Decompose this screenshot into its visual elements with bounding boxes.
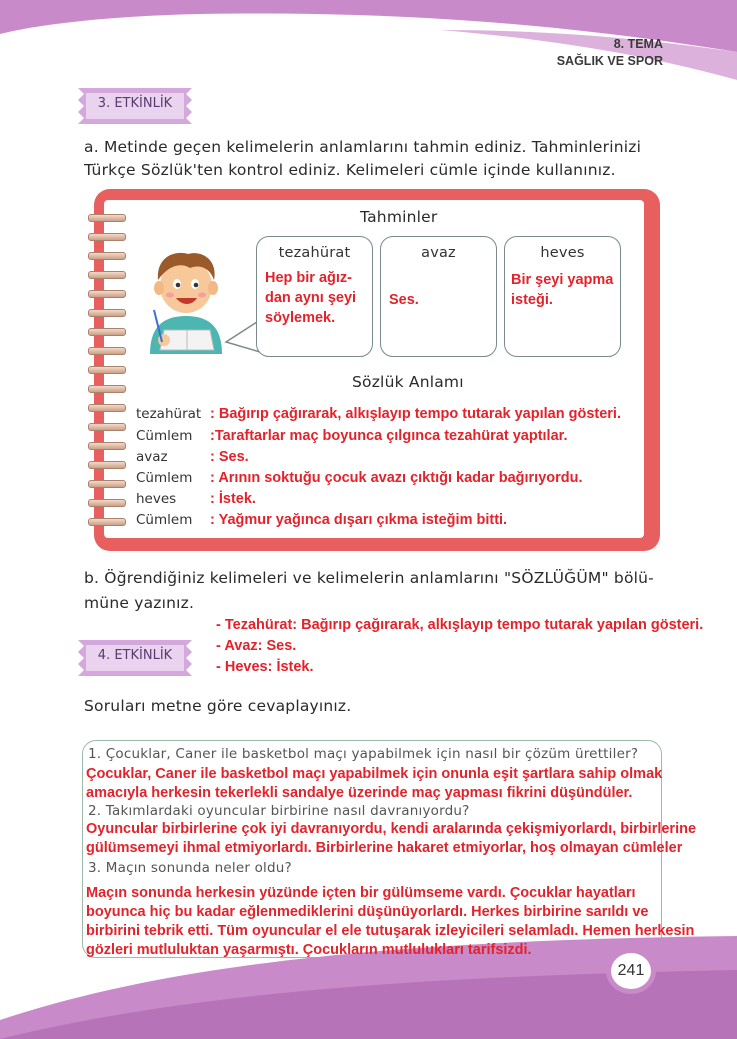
dict-term: heves (136, 491, 177, 507)
dictionary-row (136, 510, 507, 530)
guess-box-tezahurat (256, 236, 373, 357)
page-number: 241 (606, 948, 656, 994)
ring (88, 499, 126, 507)
answer-b-line: - Heves: İstek. (216, 659, 314, 675)
theme-name: SAĞLIK VE SPOR (556, 54, 663, 68)
ring (88, 442, 126, 450)
answer-line: Maçın sonunda herkesin yüzünde içten bir gülümseme vardı. Çocuklar hayatları (86, 885, 636, 901)
guess-answer-line: söylemek. (265, 310, 336, 326)
dict-term: Cümlem (136, 428, 193, 444)
boy-writing-illustration (140, 246, 232, 356)
guess-answer-line: Hep bir ağız- (265, 270, 353, 286)
instruction-a-line1: a. Metinde geçen kelimelerin anlamlarını tahmin ediniz. Tahminlerinizi (84, 138, 642, 156)
ring (88, 404, 126, 412)
guess-answer (257, 261, 372, 328)
dict-value: : Bağırıp çağırarak, alkışlayıp tempo tutarak yapılan gösteri. (210, 406, 621, 422)
dict-value: :Taraftarlar maç boyunca çılgınca tezahürat yaptılar. (210, 428, 568, 444)
ring (88, 480, 126, 488)
answer-line: gülümsemeyi ihmal etmiyorlardı. Birbirlerine hakaret etmiyorlar, hoş olmayan cümleler (86, 840, 683, 856)
instruction-b-line1: b. Öğrendiğiniz kelimeleri ve kelimelerin anlamlarını "SÖZLÜĞÜM" bölü- (84, 569, 654, 587)
guess-answer (505, 261, 620, 310)
answer-line: amacıyla herkesin tekerlekli sandalye üzerinde maç yapması fikrini düşündüler. (86, 785, 633, 801)
guess-word: avaz (421, 245, 456, 261)
activity4-instruction: Soruları metne göre cevaplayınız. (84, 697, 352, 715)
activity3-label: 3. ETKİNLİK (97, 96, 173, 111)
guesses-title: Tahminler (360, 208, 438, 226)
ring (88, 290, 126, 298)
guess-answer-line: Bir şeyi yapma (511, 272, 614, 288)
activity4-label: 4. ETKİNLİK (97, 648, 173, 663)
question-2: 2. Takımlardaki oyuncular birbirine nasıl davranıyordu? (88, 803, 470, 819)
ring (88, 366, 126, 374)
instruction-b-line2: müne yazınız. (84, 594, 195, 612)
answers-b (216, 615, 703, 678)
ring (88, 461, 126, 469)
answer-line: Oyuncular birbirlerine çok iyi davranıyordu, kendi aralarında çekişmiyorlardı, birbirlerine (86, 821, 697, 837)
dict-term: avaz (136, 449, 168, 465)
instruction-a-line2: Türkçe Sözlük'ten kontrol ediniz. Kelimeleri cümle içinde kullanınız. (84, 161, 616, 179)
dict-term: Cümlem (136, 470, 193, 486)
guess-answer-line: dan aynı şeyi (265, 290, 357, 306)
dict-value: : Ses. (210, 449, 249, 465)
dict-term: Cümlem (136, 512, 193, 528)
answer-1 (86, 765, 726, 803)
ring (88, 347, 126, 355)
ring (88, 423, 126, 431)
dict-value: : Yağmur yağınca dışarı çıkma isteğim bitti. (210, 512, 508, 528)
dict-value: : Arının soktuğu çocuk avazı çıktığı kadar bağırıyordu. (210, 470, 583, 486)
answer-line: Çocuklar, Caner ile basketbol maçı yapabilmek için onunla eşit şartlara sahip olmak (86, 766, 663, 782)
activity4-banner (74, 636, 196, 680)
dict-term: tezahürat (136, 406, 202, 422)
ring (88, 233, 126, 241)
question-1: 1. Çocuklar, Caner ile basketbol maçı yapabilmek için nasıl bir çözüm ürettiler? (88, 746, 639, 762)
guess-answer-line: Ses. (389, 292, 419, 308)
theme-label (557, 36, 663, 70)
dictionary-row (136, 468, 583, 488)
ring (88, 518, 126, 526)
guess-word: tezahürat (278, 245, 351, 261)
answer-2 (86, 820, 726, 858)
theme-number: 8. TEMA (613, 37, 663, 51)
answer-line: gözleri mutluluktan yaşarmıştı. Çocukların mutlulukları tarifsizdi. (86, 942, 532, 958)
answer-line: birbirini tebrik etti. Tüm oyuncular el ele tutuşarak izleyicileri selamladı. Hemen herkesin (86, 923, 695, 939)
guess-answer (381, 261, 496, 310)
activity3-banner (74, 84, 196, 128)
answer-b-line: - Tezahürat: Bağırıp çağırarak, alkışlayıp tempo tutarak yapılan gösteri. (216, 617, 704, 633)
ring (88, 214, 126, 222)
guess-box-avaz (380, 236, 497, 357)
ring (88, 328, 126, 336)
ring (88, 309, 126, 317)
guess-answer-line: isteği. (511, 292, 553, 308)
dict-value: : İstek. (210, 491, 256, 507)
dictionary-row (136, 404, 621, 424)
ring (88, 252, 126, 260)
dictionary-title: Sözlük Anlamı (352, 373, 464, 391)
dictionary-row (136, 447, 249, 467)
dictionary-row (136, 489, 256, 509)
guess-box-heves (504, 236, 621, 357)
guess-word: heves (540, 245, 585, 261)
answer-line: boyunca hiç bu kadar eğlenmediklerini düşünüyorlardı. Herkes birbirine sarıldı ve (86, 904, 649, 920)
answer-b-line: - Avaz: Ses. (216, 638, 297, 654)
ring (88, 385, 126, 393)
dictionary-row (136, 426, 568, 446)
question-3: 3. Maçın sonunda neler oldu? (88, 860, 292, 876)
ring (88, 271, 126, 279)
